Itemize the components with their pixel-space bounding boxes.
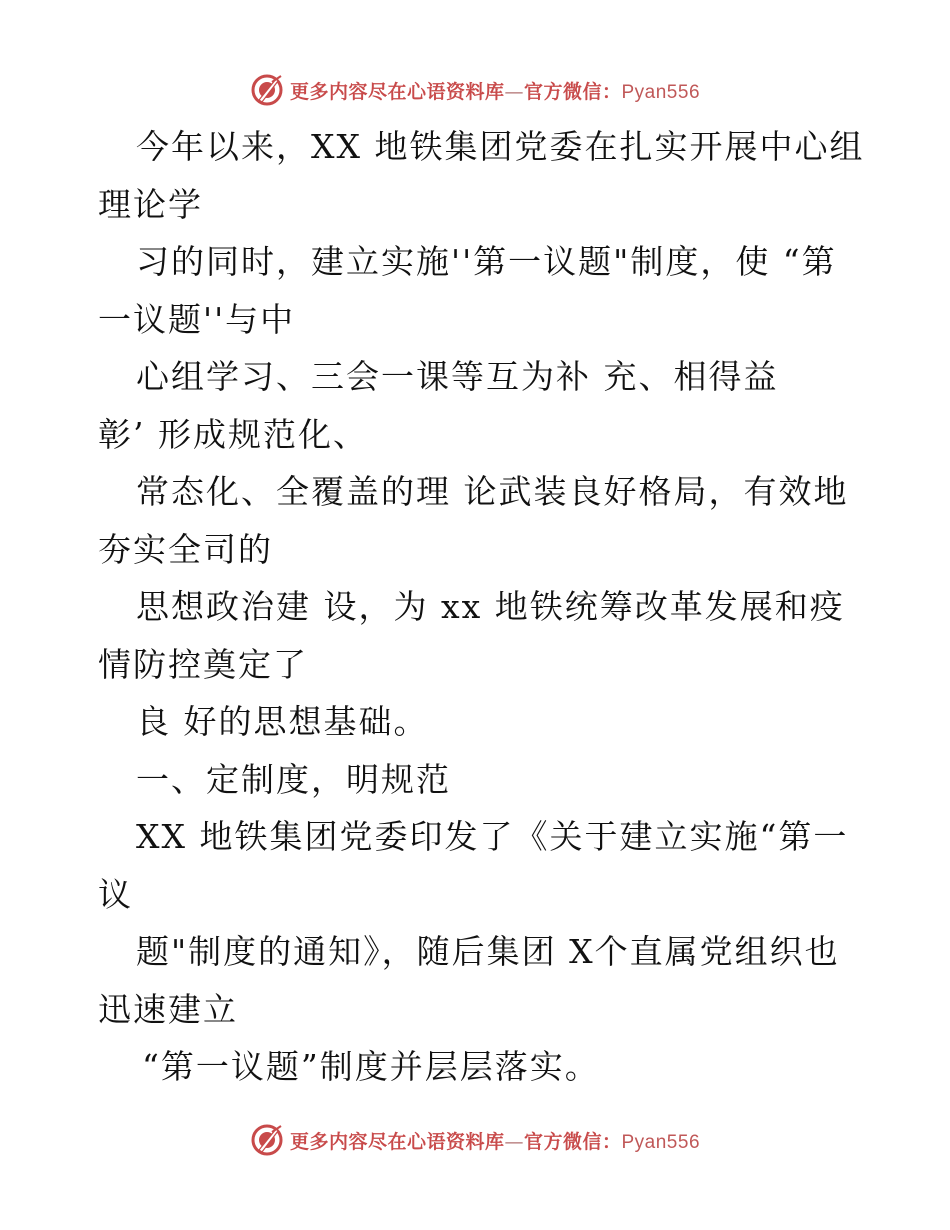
section-heading: 一、定制度，明规范 — [136, 759, 451, 799]
watermark-header — [0, 70, 950, 110]
text-line-6: 彰’ 形成规范化、 — [98, 414, 368, 454]
watermark-text: 更多内容尽在心语资料库—官方微信：Pyan556 — [289, 1130, 701, 1153]
text-line-5: 心组学习、三会一课等互为补 充、相得益 — [136, 357, 779, 396]
text-line-16: 迅速建立 — [98, 989, 238, 1029]
text-line-8: 夯实全司的 — [98, 529, 273, 569]
text-line-7: 常态化、全覆盖的理 论武装良好格局，有效地 — [136, 472, 849, 511]
text-line-2: 理论学 — [98, 184, 203, 224]
text-line-14: 议 — [98, 874, 133, 914]
watermark-text: 更多内容尽在心语资料库—官方微信：Pyan556 — [289, 80, 701, 103]
text-line-3: 习的同时，建立实施''第一议题"制度，使 “第 — [136, 242, 837, 281]
text-line-4: 一议题''与中 — [98, 299, 296, 339]
document-body — [98, 118, 878, 1096]
text-line-1: 今年以来，XX 地铁集团党委在扎实开展中心组 — [136, 127, 865, 166]
text-line-13: XX 地铁集团党委印发了《关于建立实施“第一 — [136, 817, 849, 856]
text-line-9: 思想政治建 设，为 xx 地铁统筹改革发展和疫 — [136, 587, 845, 626]
text-line-11: 良 好的思想基础。 — [136, 702, 429, 741]
watermark-footer — [0, 1120, 950, 1160]
text-line-15: 题"制度的通知》，随后集团 X个直属党组织也 — [136, 932, 840, 971]
quill-seal-icon — [250, 73, 284, 107]
text-line-10: 情防控奠定了 — [98, 644, 308, 684]
text-line-17: “第一议题”制度并层层落实。 — [142, 1047, 600, 1086]
quill-seal-icon — [250, 1123, 284, 1157]
